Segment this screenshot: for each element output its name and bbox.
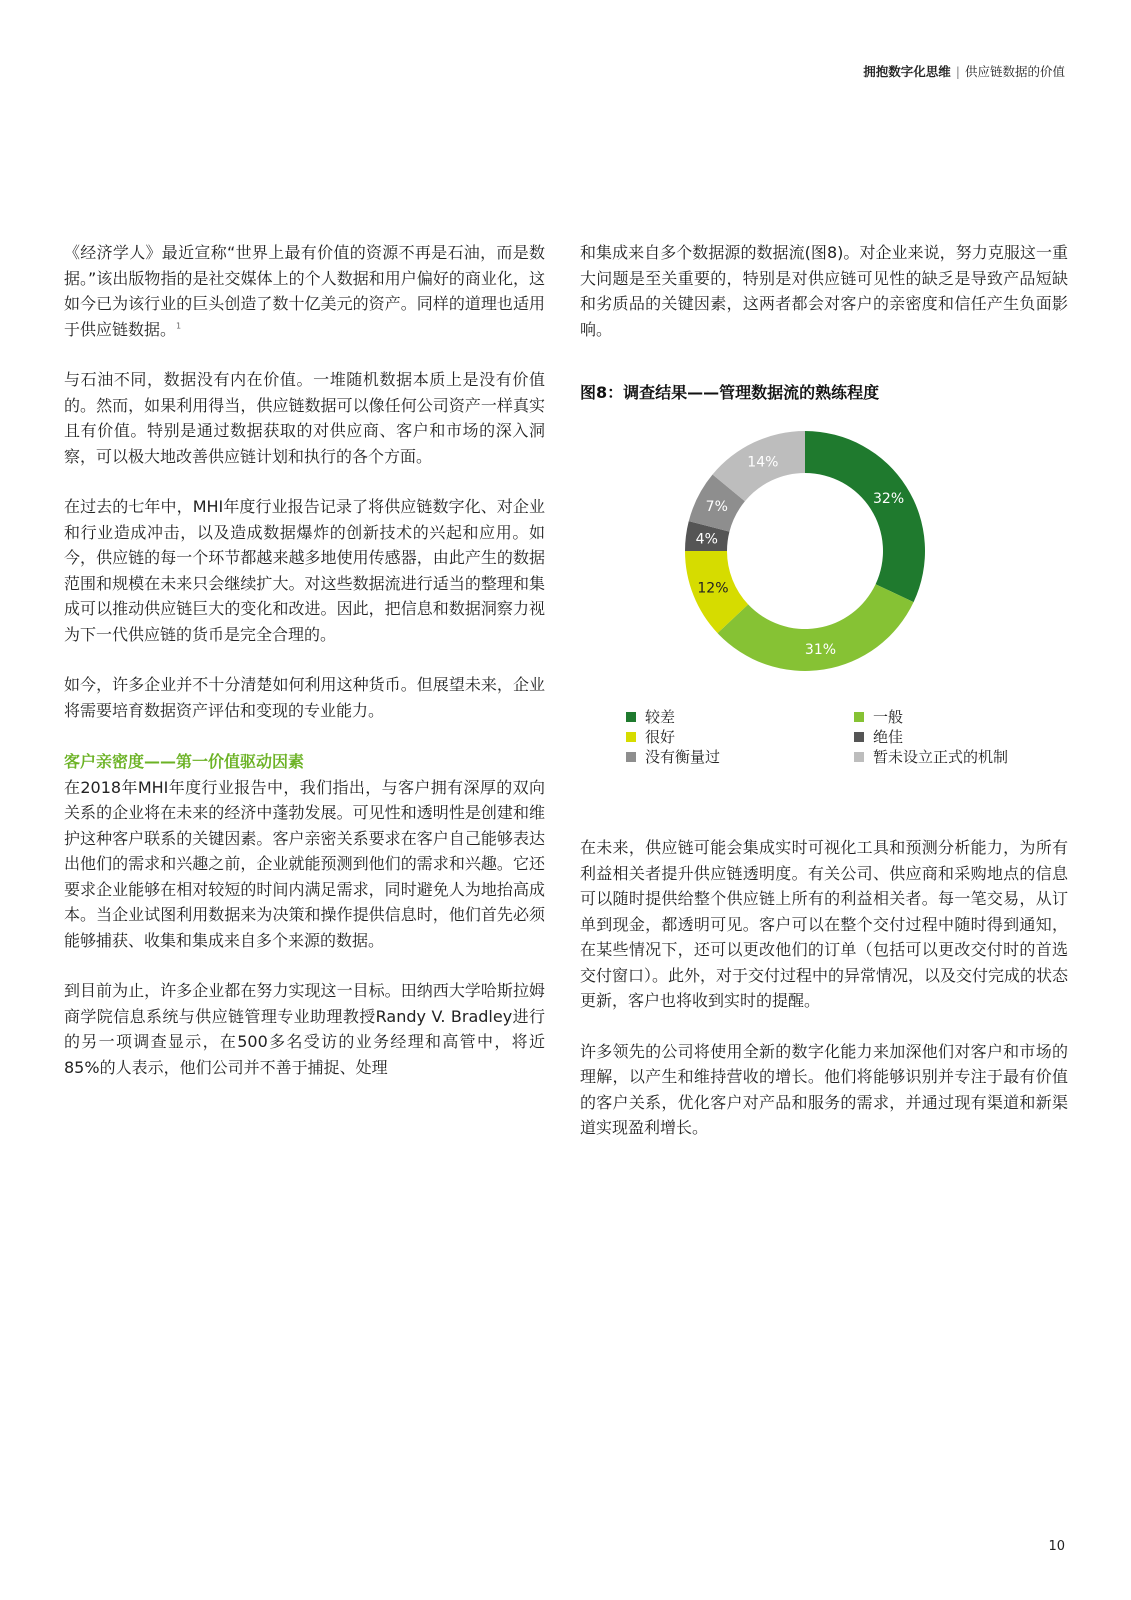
data-label: 4% (695, 531, 718, 548)
legend-swatch (626, 752, 636, 762)
legend-label: 没有衡量过 (645, 748, 721, 766)
right-column-top (580, 240, 1068, 367)
legend-item (854, 707, 903, 727)
legend-label: 较差 (645, 708, 676, 726)
header-title: 拥抱数字化思维 (863, 64, 951, 79)
paragraph: 许多领先的公司将使用全新的数字化能力来加深他们对客户和市场的理解，以产生和维持营收的增长。他们将能够识别并专注于最有价值的客户关系，优化客户对产品和服务的需求，并通过现有渠道和新渠道实现盈利增长。 (580, 1041, 1068, 1137)
paragraph: 在过去的七年中，MHI年度行业报告记录了将供应链数字化、对企业和行业造成冲击，以及造成数据爆炸的创新技术的兴起和应用。如今，供应链的每一个环节都越来越多地使用传感器，由此产生的数据范围和规模在未来只会继续扩大。对这些数据流进行适当的整理和集成可以推动供应链巨大的变化和改进。因此，把信息和数据洞察力视为下一代供应链的货币是完全合理的。 (64, 497, 545, 644)
left-column (64, 240, 545, 1080)
legend-label: 绝佳 (873, 728, 904, 746)
data-label: 32% (873, 490, 905, 507)
paragraph: 在未来，供应链可能会集成实时可视化工具和预测分析能力，为所有利益相关者提升供应链透明度。有关公司、供应商和采购地点的信息可以随时提供给整个供应链上所有的利益相关者。每一笔交易，从订单到现金，都透明可见。客户可以在整个交付过程中随时得到通知，在某些情况下，还可以更改他们的订单（包括可以更改交付时的首选交付窗口）。此外，对于交付过程中的异常情况，以及交付完成的状态更新，客户也将收到实时的提醒。 (580, 838, 1069, 1010)
figure-title: 图8：调查结果——管理数据流的熟练程度 (580, 383, 880, 402)
right-column-bottom (580, 835, 1068, 1166)
legend-swatch (854, 712, 864, 722)
legend-label: 很好 (645, 728, 676, 746)
data-label: 31% (804, 641, 837, 658)
paragraph (64, 240, 545, 342)
legend-item (854, 727, 903, 747)
legend-item (626, 727, 675, 747)
paragraph: 如今，许多企业并不十分清楚如何利用这种货币。但展望未来，企业将需要培育数据资产评估和变现的专业能力。 (64, 675, 545, 720)
donut-chart (680, 426, 930, 676)
paragraph: 与石油不同，数据没有内在价值。一堆随机数据本质上是没有价值的。然而，如果利用得当，供应链数据可以像任何公司资产一样真实且有价值。特别是通过数据获取的对供应商、客户和市场的深入洞察，可以极大地改善供应链计划和执行的各个方面。 (64, 370, 545, 466)
paragraph: 和集成来自多个数据源的数据流(图8)。对企业来说，努力克服这一重大问题是至关重要的，特别是对供应链可见性的缺乏是导致产品短缺和劣质品的关键因素，这两者都会对客户的亲密度和信任产生负面影响。 (580, 243, 1068, 339)
legend-swatch (626, 732, 636, 742)
legend-swatch (626, 712, 636, 722)
header-subtitle: 供应链数据的价值 (964, 64, 1065, 79)
legend-item (626, 707, 675, 727)
legend-label: 一般 (873, 708, 904, 726)
legend-item (626, 747, 720, 767)
legend-swatch (854, 732, 864, 742)
header-separator: | (955, 64, 960, 79)
data-label: 12% (697, 580, 729, 597)
running-header (863, 62, 1065, 80)
section-heading: 客户亲密度——第一价值驱动因素 (64, 752, 305, 771)
legend-label: 暂未设立正式的机制 (873, 748, 1009, 766)
donut-slice (805, 431, 925, 602)
page-number: 10 (1048, 1539, 1065, 1554)
data-label: 14% (747, 454, 779, 471)
paragraph: 在2018年MHI年度行业报告中，我们指出，与客户拥有深厚的双向关系的企业将在未来的经济中蓬勃发展。可见性和透明性是创建和维护这种客户联系的关键因素。客户亲密关系要求在客户自己能够表达出他们的需求和兴趣之前，企业就能预测到他们的需求和兴趣。它还要求企业能够在相对较短的时间内满足需求，同时避免人为地抬高成本。当企业试图利用数据来为决策和操作提供信息时，他们首先必须能够捕获、收集和集成来自多个来源的数据。 (64, 777, 545, 950)
legend-swatch (854, 752, 864, 762)
legend-item (854, 747, 1008, 767)
footnote-marker[interactable]: 1 (176, 321, 182, 331)
donut-slice (718, 584, 914, 671)
paragraph-text: 《经济学人》最近宣称“世界上最有价值的资源不再是石油，而是数据。”该出版物指的是社交媒体上的个人数据和用户偏好的商业化，这如今已为该行业的巨头创造了数十亿美元的资产。同样的道理也适用于供应链数据。 (64, 243, 545, 339)
data-label: 7% (705, 499, 728, 516)
paragraph: 到目前为止，许多企业都在努力实现这一目标。田纳西大学哈斯拉姆商学院信息系统与供应链管理专业助理教授Randy V. Bradley进行的另一项调查显示，在500多名受访的业务经理和高管中，将近85%的人表示，他们公司并不善于捕捉、处理 (64, 981, 545, 1077)
